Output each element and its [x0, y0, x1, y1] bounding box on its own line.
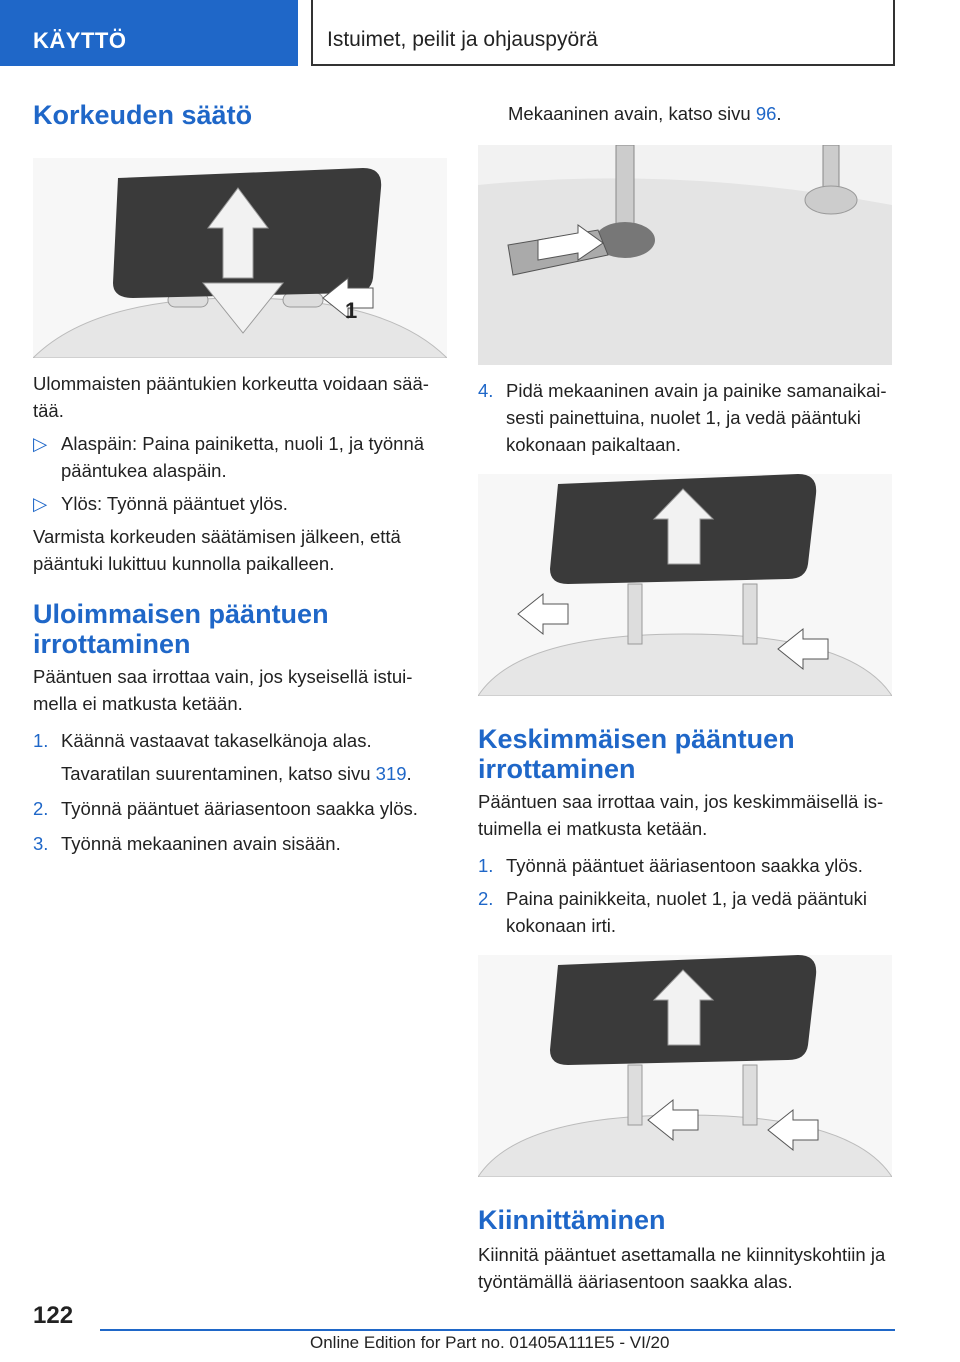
chapter-title: Istuimet, peilit ja ohjauspyörä [311, 0, 895, 66]
heading-attach: Kiinnittäminen [478, 1205, 666, 1235]
figure-mechanical-key [478, 145, 892, 365]
heading-remove-middle: Keskimmäisen pääntuen irrottaminen [478, 724, 795, 784]
middle-step-2: 2. Paina painikkeita, nuolet 1, ja vedä pääntuki kokonaan irti. [478, 888, 868, 936]
heading-remove-outer: Uloimmaisen pääntuen irrottaminen [33, 599, 329, 659]
step-3: 3. Työnnä mekaaninen avain sisään. [33, 833, 341, 854]
bullet-marker: ▷ [33, 493, 48, 514]
footer-edition: Online Edition for Part no. 01405A111E5 - VI/20 [310, 1333, 670, 1352]
paragraph-height: Ulommaisten pääntukien korkeutta voidaan sää-tää. [33, 373, 429, 421]
intro-key: Mekaaninen avain, katso sivu 96. [508, 103, 782, 124]
left-column [33, 100, 443, 857]
right-column [478, 100, 888, 1295]
step-2: 2. Työnnä pääntuet ääriasentoon saakka ylös. [33, 798, 418, 819]
page-link-96[interactable]: 96 [755, 103, 777, 124]
paragraph-attach: Kiinnitä pääntuet asettamalla ne kiinnityskohtiin ja työntämällä ääriasentoon saakka alas. [478, 1244, 886, 1292]
step-1: 1. Käännä vastaavat takaselkänoja alas. [33, 730, 372, 751]
paragraph-verify: Varmista korkeuden säätämisen jälkeen, että pääntuki lukittuu kunnolla paikalleen. [33, 526, 401, 574]
heading-height-adjust: Korkeuden säätö [33, 100, 253, 130]
paragraph-remove-middle: Pääntuen saa irrottaa vain, jos keskimmäisellä is-tuimella ei matkusta ketään. [478, 791, 884, 839]
paragraph-remove-outer: Pääntuen saa irrottaa vain, jos kyseisellä istui-mella ei matkusta ketään. [33, 666, 413, 714]
figure-label: 1 [345, 298, 358, 323]
middle-step-1: 1. Työnnä pääntuet ääriasentoon saakka ylös. [478, 855, 863, 876]
page-link-319[interactable]: 319 [375, 763, 407, 784]
figure-middle-remove [478, 955, 892, 1177]
step-4: 4. Pidä mekaaninen avain ja painike samanaikai-sesti painettuina, nuolet 1, ja vedä pääntuki kokonaan paikaltaan. [478, 380, 887, 455]
step-1-sub: Tavaratilan suurentaminen, katso sivu 319. [61, 763, 412, 784]
bullet-marker: ▷ [33, 433, 48, 454]
bullet-down: ▷ Alaspäin: Paina painiketta, nuoli 1, ja työnnä pääntukea alaspäin. [33, 430, 443, 484]
footer-divider [100, 1329, 895, 1331]
section-tab: KÄYTTÖ [0, 0, 298, 66]
figure-headrest-height [33, 158, 447, 358]
figure-outer-remove [478, 474, 892, 696]
bullet-up: ▷ Ylös: Työnnä pääntuet ylös. [33, 490, 443, 517]
page-number: 122 [33, 1302, 74, 1329]
